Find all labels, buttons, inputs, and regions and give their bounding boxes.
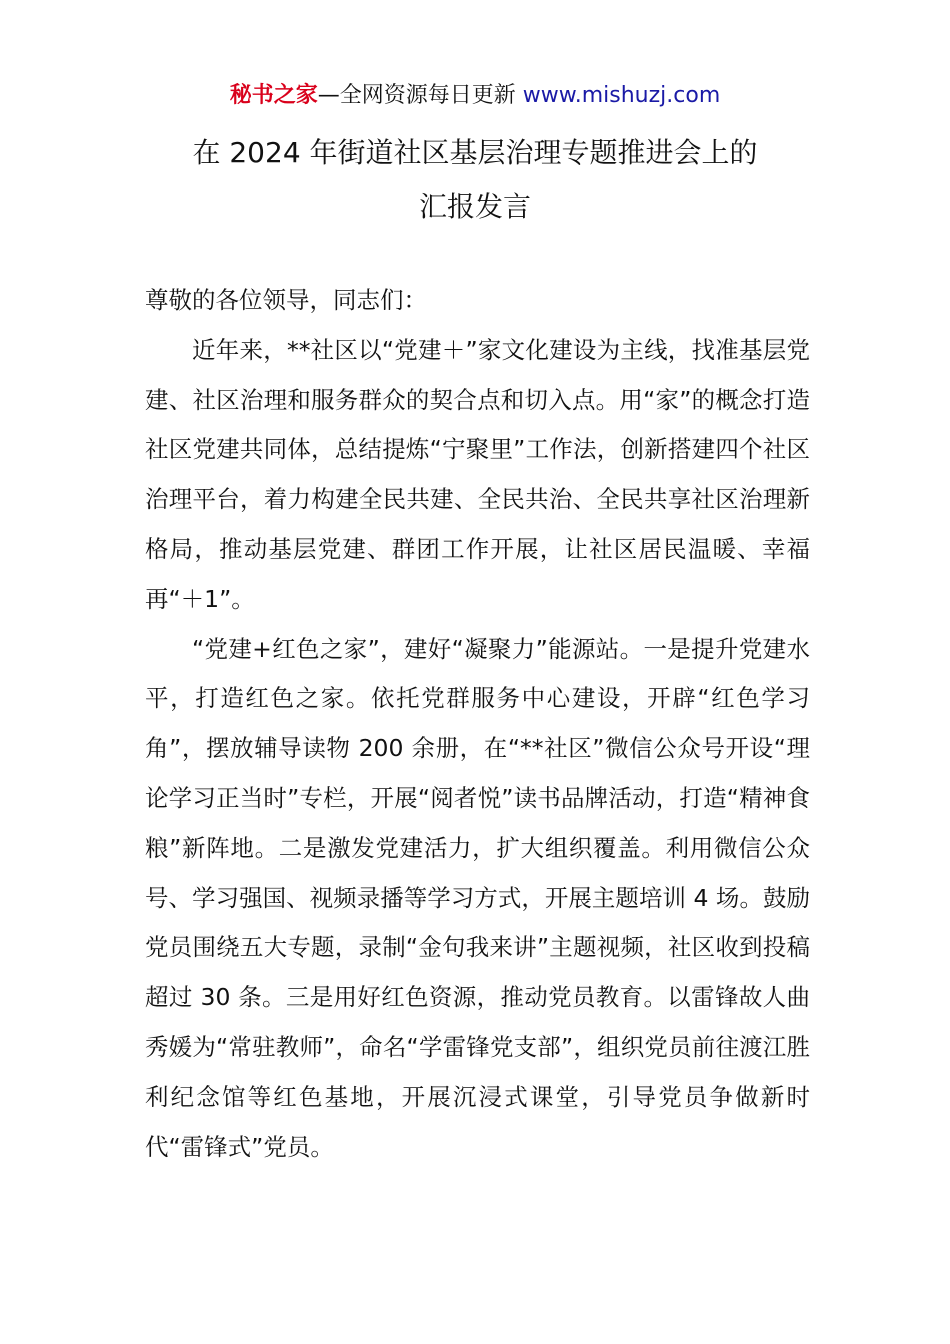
- document-title: [95, 126, 855, 234]
- site-url-link[interactable]: www.mishuzj.com: [522, 83, 721, 108]
- document-body: [145, 276, 810, 1172]
- title-line-1: 在 2024 年街道社区基层治理专题推进会上的: [192, 136, 758, 169]
- paragraph-2: “党建+红色之家”，建好“凝聚力”能源站。一是提升党建水平，打造红色之家。依托党群服务中心建设，开辟“红色学习角”，摆放辅导读物 200 余册，在“**社区”微信公众号开设“理论学习正当时”专栏，开展“阅者悦”读书品牌活动，打造“精神食粮”新阵地。二是激发党建活力，扩大组织覆盖。利用微信公众号、学习强国、视频录播等学习方式，开展主题培训 4 场。鼓励党员围绕五大专题，录制“金句我来讲”主题视频，社区收到投稿超过 30 条。三是用好红色资源，推动党员教育。以雷锋故人曲秀媛为“常驻教师”，命名“学雷锋党支部”，组织党员前往渡江胜利纪念馆等红色基地，开展沉浸式课堂，引导党员争做新时代“雷锋式”党员。: [145, 634, 810, 1161]
- salutation: 尊敬的各位领导，同志们：: [145, 286, 427, 314]
- header-slogan: —全网资源每日更新: [317, 83, 523, 108]
- site-header: [0, 80, 950, 112]
- paragraph-1: 近年来，**社区以“党建＋”家文化建设为主线，找准基层党建、社区治理和服务群众的契合点和切入点。用“家”的概念打造社区党建共同体，总结提炼“宁聚里”工作法，创新搭建四个社区治理平台，着力构建全民共建、全民共治、全民共享社区治理新格局，推动基层党建、群团工作开展，让社区居民温暖、幸福再“＋1”。: [145, 335, 810, 613]
- brand-name: 秘书之家: [229, 83, 318, 108]
- title-line-2: 汇报发言: [418, 190, 531, 223]
